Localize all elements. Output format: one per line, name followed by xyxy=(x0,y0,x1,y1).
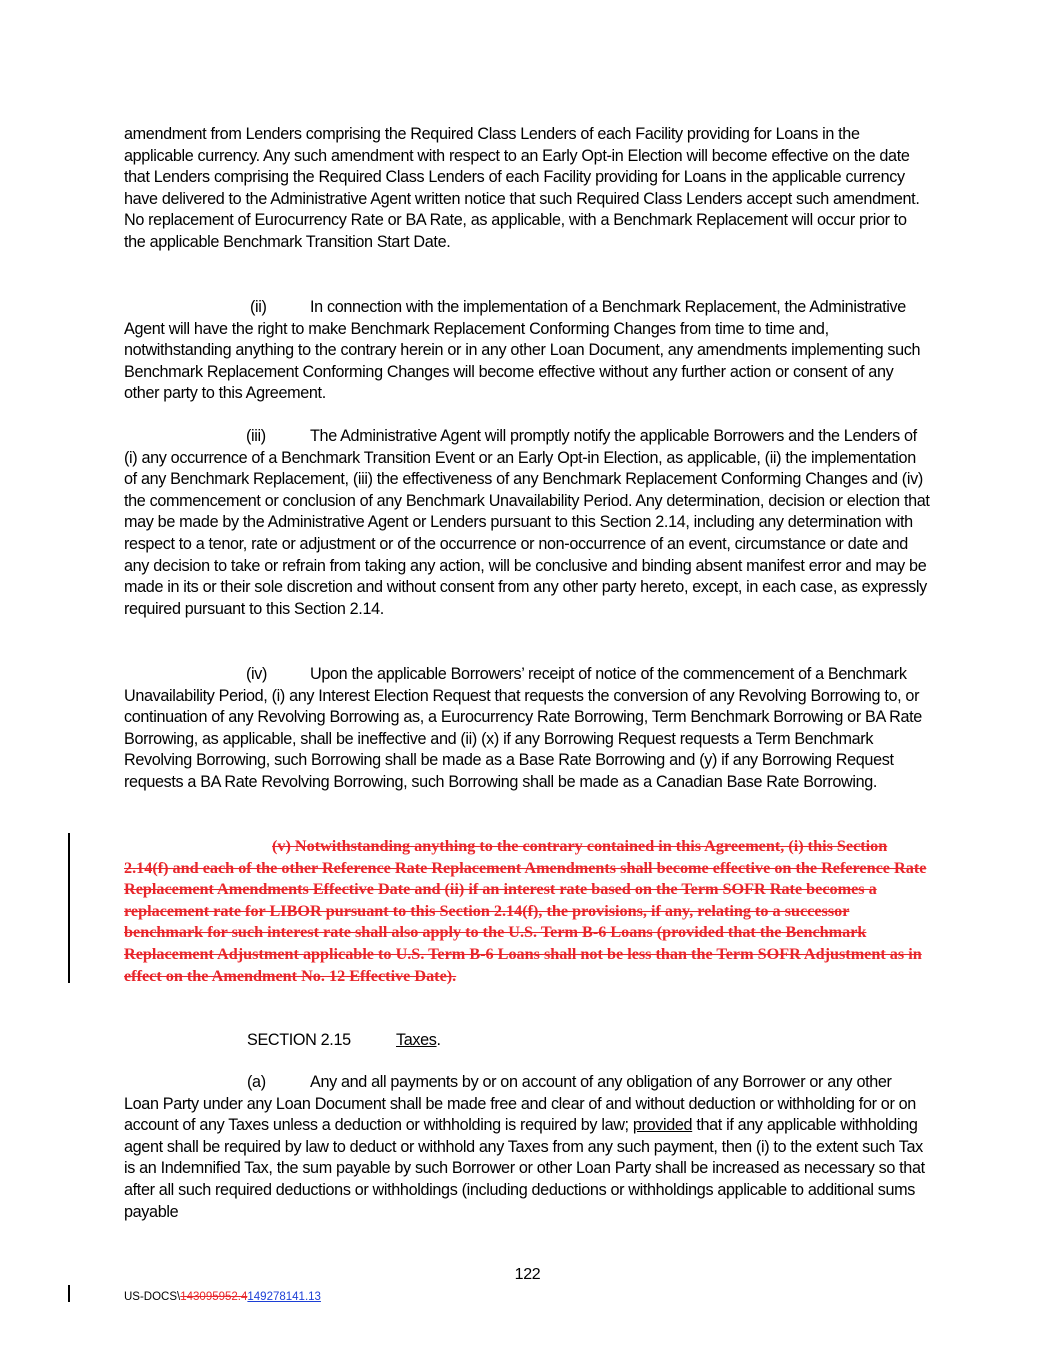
paragraph-a xyxy=(124,1072,930,1223)
paragraph-iv xyxy=(124,664,930,794)
provided-term: provided xyxy=(632,1116,693,1135)
continuation-paragraph xyxy=(124,124,930,254)
footer-change-bar xyxy=(68,1285,70,1302)
item-text: Upon the applicable Borrowers’ receipt of notice of the commencement of a Benchmark Unavailability Period, (i) any Interest Election Request that requests the conversion of any Revolving Borrowing to, or continuation of any Revolving Borrowing as, a Eurocurrency Rate Borrowing, Term Benchmark Borrowing or BA Rate Borrowing, as applicable, shall be ineffective and (ii) (x) if any Borrowing Request requests a Term Benchmark Revolving Borrowing, such Borrowing shall be made as a Base Rate Borrowing and (y) if any Borrowing Request requests a BA Rate Revolving Borrowing, such Borrowing shall be made as a Canadian Base Rate Borrowing. xyxy=(124,665,922,791)
inserted-doc-id: 149278141.13 xyxy=(247,1291,321,1303)
item-text: In connection with the implementation of a Benchmark Replacement, the Administrative Agent will have the right to make Benchmark Replacement Conforming Changes from time to time and, notwithstanding anything to the contrary herein or in any other Loan Document, any amendments implementing such Benchmark Replacement Conforming Changes will become effective without any further action or consent of any other party to this Agreement. xyxy=(124,298,921,403)
paragraph-ii xyxy=(124,297,930,405)
item-number: (ii) xyxy=(250,298,267,316)
item-number: (a) xyxy=(247,1073,266,1091)
item-text: The Administrative Agent will promptly notify the applicable Borrowers and the Lenders of (i) any occurrence of a Benchmark Transition Event or an Early Opt-in Election, as applicable, (ii) the implementation of any Benchmark Replacement, (iii) the effectiveness of any Benchmark Replacement Conforming Changes and (iv) the commencement or conclusion of any Benchmark Unavailability Period. Any determination, decision or election that may be made by the Administrative Agent or Lenders pursuant to this Section 2.14, including any determination with respect to a tenor, rate or adjustment or of the occurrence or non-occurrence of an event, circumstance or date and any decision to take or refrain from taking any action, will be conclusive and binding absent manifest error and may be made in its or their sole discretion and without consent from any other party hereto, except, in each case, as expressly required pursuant to this Section 2.14. xyxy=(124,427,930,618)
deleted-text: (v) Notwithstanding anything to the contrary contained in this Agreement, (i) this Section 2.14(f) and each of the other Reference Rate Replacement Amendments shall become effective on the Reference Rate Replacement Amendments Effective Date and (ii) if an interest rate based on the Term SOFR Rate becomes a replacement rate for LIBOR pursuant to this Section 2.14(f), the provisions, if any, relating to a successor benchmark for such interest rate shall also apply to the U.S. Term B-6 Loans (provided that the Benchmark Replacement Adjustment applicable to U.S. Term B-6 Loans shall not be less than the Term SOFR Adjustment as in effect on the Amendment No. 12 Effective Date). xyxy=(124,837,927,985)
item-number: (iv) xyxy=(246,665,268,683)
section-title: Taxes xyxy=(396,1031,437,1049)
change-bar xyxy=(68,833,70,983)
section-heading xyxy=(124,1030,930,1052)
deleted-doc-id: 143095952.4 xyxy=(180,1291,248,1303)
item-text: Any and all payments by or on account of any obligation of any Borrower or any other Loan Party under any Loan Document shall be made free and clear of and without deduction or withholding for or on account of any Taxes unless a deduction or withholding is required by law; xyxy=(124,1073,916,1135)
item-number: (iii) xyxy=(246,427,266,445)
paragraph-v-deleted xyxy=(124,836,930,987)
continuation-text: amendment from Lenders comprising the Required Class Lenders of each Facility providing for Loans in the applicable currency. Any such amendment with respect to an Early Opt-in Election will become effective on the date that Lenders comprising the Required Class Lenders of each Facility providing for Loans in the applicable currency have delivered to the Administrative Agent written notice that such Required Class Lenders accept such amendment. No replacement of Eurocurrency Rate or BA Rate, as applicable, with a Benchmark Replacement will occur prior to the applicable Benchmark Transition Start Date. xyxy=(124,125,920,251)
doc-id-prefix: US-DOCS\ xyxy=(124,1291,181,1303)
paragraph-iii xyxy=(124,426,930,620)
document-id-footer xyxy=(124,1287,321,1309)
section-label: SECTION 2.15 xyxy=(247,1031,351,1049)
page-number: 122 xyxy=(514,1266,541,1283)
item-text-continued: that if any applicable withholding agent shall be required by law to deduct or withhold any Taxes from any such payment, then (i) to the extent such Tax is an Indemnified Tax, the sum payable by such Borrower or other Loan Party shall be increased as necessary so that after all such required deductions or withholdings (including deductions or withholdings applicable to additional sums payable xyxy=(124,1116,925,1221)
section-title-suffix: . xyxy=(436,1031,441,1049)
